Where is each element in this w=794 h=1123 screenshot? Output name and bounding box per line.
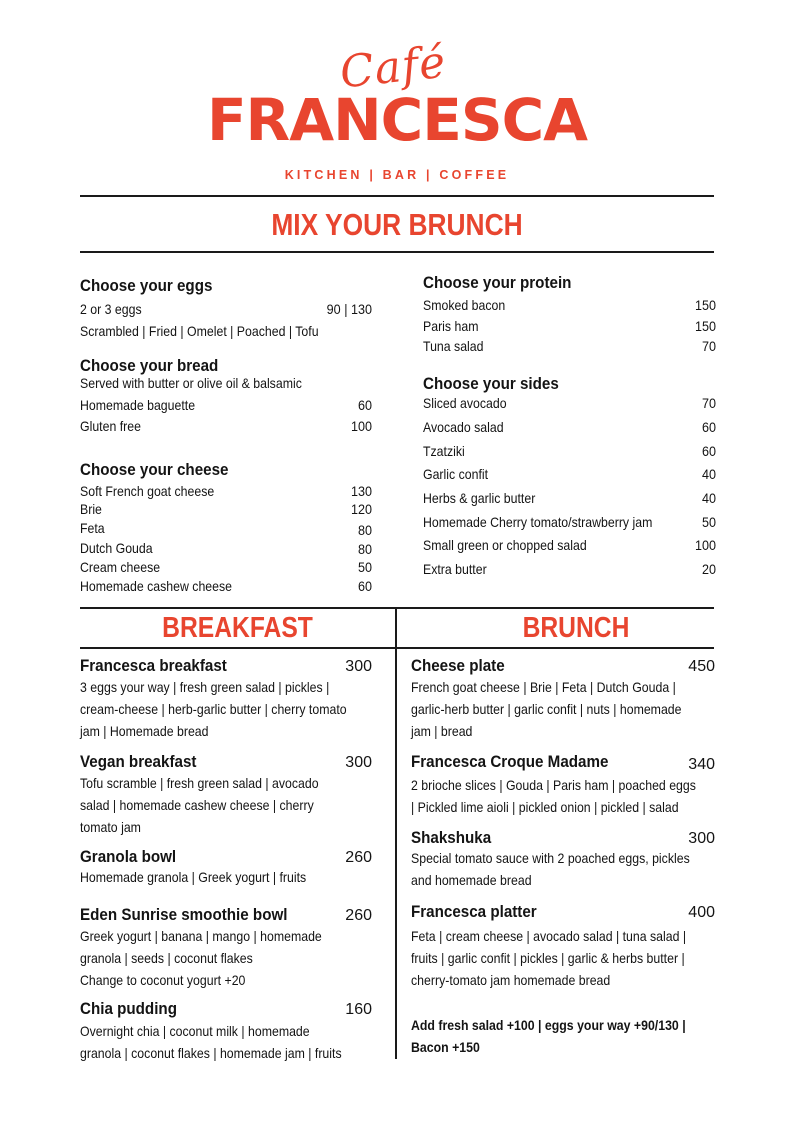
- cheese-item: Brie: [80, 501, 102, 517]
- brunch-item-desc: Feta | cream cheese | avocado salad | tuna salad | fruits | garlic confit | pickles | garlic & herbs butter | cherry-tomato jam homemade bread: [411, 928, 687, 988]
- eggs-styles: Scrambled | Fried | Omelet | Poached | Tofu: [80, 323, 319, 339]
- protein-price: 150: [694, 318, 716, 334]
- brunch-item-price: 340: [688, 756, 715, 773]
- sides-item: Extra butter: [423, 561, 487, 577]
- breakfast-item-name: Francesca breakfast: [80, 657, 227, 675]
- sides-item: Garlic confit: [423, 466, 489, 482]
- sides-item: Small green or chopped salad: [423, 537, 587, 553]
- breakfast-item-desc: Tofu scramble | fresh green salad | avocado salad | homemade cashew cheese | cherry tomato jam: [80, 775, 319, 835]
- sides-price: 40: [701, 466, 716, 482]
- brunch-extras: Add fresh salad +100 | eggs your way +90/130 | Bacon +150: [411, 1017, 686, 1055]
- brunch-item-name: Cheese plate: [411, 657, 505, 675]
- eggs-heading: Choose your eggs: [80, 277, 213, 295]
- tagline: KITCHEN | BAR | COFFEE: [284, 168, 510, 182]
- cafe-script-logo: Café: [337, 36, 449, 99]
- sides-price: 100: [694, 537, 716, 553]
- sides-item: Herbs & garlic butter: [423, 490, 536, 506]
- divider-mix: [80, 251, 714, 253]
- cheese-item: Homemade cashew cheese: [80, 578, 233, 594]
- cheese-heading: Choose your cheese: [80, 461, 229, 479]
- sides-item: Tzatziki: [423, 443, 465, 459]
- sides-item: Sliced avocado: [423, 395, 507, 411]
- brunch-title: BRUNCH: [522, 612, 630, 644]
- brunch-item-desc: 2 brioche slices | Gouda | Paris ham | poached eggs | Pickled lime aioli | pickled onion | pickled | salad: [411, 777, 696, 815]
- breakfast-item-name: Vegan breakfast: [80, 753, 197, 771]
- breakfast-item-desc: Homemade granola | Greek yogurt | fruits: [80, 869, 307, 885]
- breakfast-item-price: 300: [345, 754, 372, 771]
- bread-item: Homemade baguette: [80, 397, 196, 413]
- bread-price: 60: [357, 397, 372, 413]
- sides-price: 50: [701, 514, 716, 530]
- breakfast-item-name: Eden Sunrise smoothie bowl: [80, 906, 288, 924]
- divider-lower-top: [80, 607, 714, 609]
- protein-item: Tuna salad: [423, 338, 484, 354]
- sides-heading: Choose your sides: [423, 375, 559, 393]
- cheese-price: 120: [350, 501, 372, 517]
- breakfast-item-desc: Overnight chia | coconut milk | homemade granola | coconut flakes | homemade jam | fruits: [80, 1023, 342, 1061]
- breakfast-item-price: 260: [345, 907, 372, 924]
- brunch-item-desc: Special tomato sauce with 2 poached eggs, pickles and homemade bread: [411, 850, 690, 888]
- cheese-item: Cream cheese: [80, 559, 161, 575]
- brunch-item-price: 300: [688, 830, 715, 847]
- brunch-item-price: 450: [688, 658, 715, 675]
- cheese-price: 80: [357, 522, 372, 538]
- cheese-price: 50: [357, 559, 372, 575]
- sides-price: 40: [701, 490, 716, 506]
- protein-heading: Choose your protein: [423, 274, 572, 292]
- breakfast-item-name: Granola bowl: [80, 848, 177, 866]
- cheese-price: 60: [357, 578, 372, 594]
- bread-heading: Choose your bread: [80, 357, 219, 375]
- protein-item: Paris ham: [423, 318, 479, 334]
- divider-top: [80, 195, 714, 197]
- brunch-item-name: Francesca Croque Madame: [411, 753, 609, 771]
- sides-price: 60: [701, 419, 716, 435]
- bread-item: Gluten free: [80, 418, 141, 434]
- cheese-item: Feta: [80, 520, 105, 536]
- cheese-price: 130: [350, 483, 372, 499]
- breakfast-item-price: 260: [345, 849, 372, 866]
- divider-lower-header: [80, 647, 714, 649]
- breakfast-item-name: Chia pudding: [80, 1000, 177, 1018]
- cheese-price: 80: [357, 541, 372, 557]
- bread-price: 100: [350, 418, 372, 434]
- brunch-item-desc: French goat cheese | Brie | Feta | Dutch Gouda | garlic-herb butter | garlic confit | nuts | homemade jam | bread: [411, 679, 682, 739]
- brunch-item-price: 400: [688, 904, 715, 921]
- eggs-price: 90 | 130: [326, 301, 372, 317]
- protein-price: 150: [694, 297, 716, 313]
- breakfast-item-desc: Greek yogurt | banana | mango | homemade granola | seeds | coconut flakes Change to coconut yogurt +20: [80, 928, 322, 988]
- breakfast-title: BREAKFAST: [162, 612, 313, 644]
- sides-item: Avocado salad: [423, 419, 504, 435]
- brand-name: FRANCESCA: [206, 86, 588, 154]
- protein-item: Smoked bacon: [423, 297, 506, 313]
- protein-price: 70: [701, 338, 716, 354]
- column-divider: [395, 607, 397, 1059]
- breakfast-item-desc: 3 eggs your way | fresh green salad | pickles | cream-cheese | herb-garlic butter | cherry tomato jam | Homemade bread: [80, 679, 347, 739]
- breakfast-item-price: 300: [345, 658, 372, 675]
- mix-title: MIX YOUR BRUNCH: [271, 207, 523, 242]
- bread-note: Served with butter or olive oil & balsamic: [80, 375, 302, 391]
- sides-item: Homemade Cherry tomato/strawberry jam: [423, 514, 653, 530]
- sides-price: 60: [701, 443, 716, 459]
- breakfast-item-price: 160: [345, 1001, 372, 1018]
- brunch-item-name: Francesca platter: [411, 903, 537, 921]
- cheese-item: Soft French goat cheese: [80, 483, 215, 499]
- sides-price: 20: [701, 561, 716, 577]
- sides-price: 70: [701, 395, 716, 411]
- cheese-item: Dutch Gouda: [80, 540, 153, 556]
- brunch-item-name: Shakshuka: [411, 829, 492, 847]
- eggs-item: 2 or 3 eggs: [80, 301, 142, 317]
